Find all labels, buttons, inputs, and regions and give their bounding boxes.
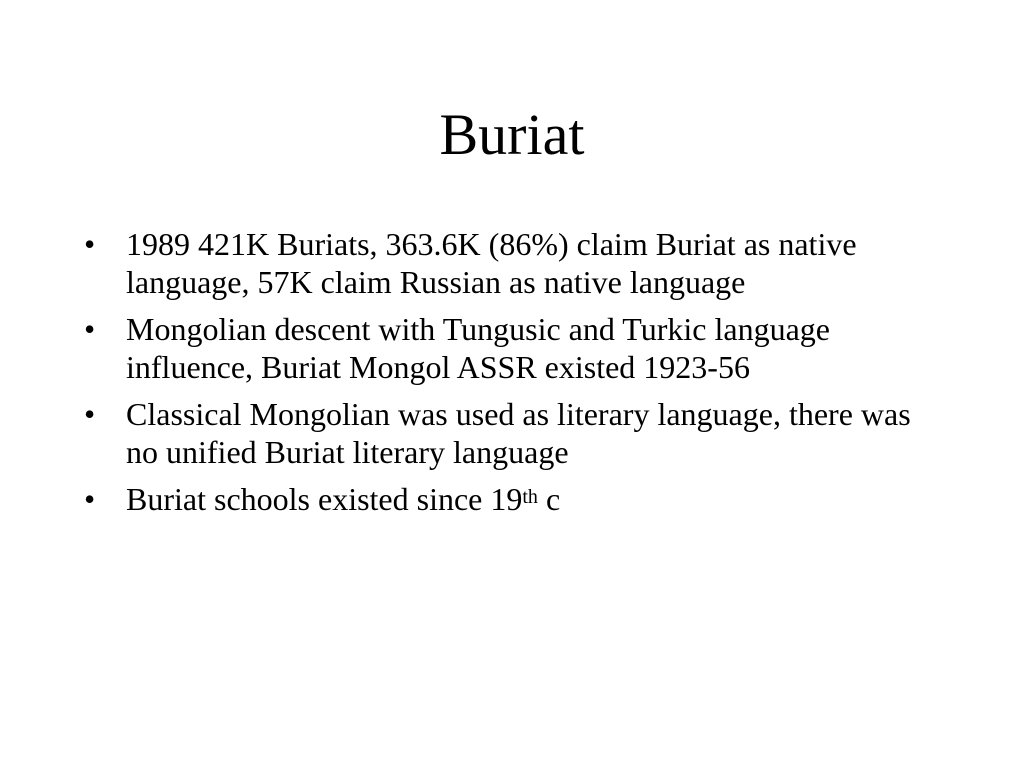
bullet-item bbox=[84, 395, 944, 471]
bullet-text: Mongolian descent with Tungusic and Turkic language influence, Buriat Mongol ASSR existed 1923-56 bbox=[126, 311, 830, 385]
bullet-dot-icon: • bbox=[84, 396, 96, 432]
bullet-text-tail: c bbox=[537, 481, 561, 517]
bullet-text: 1989 421K Buriats, 363.6K (86%) claim Buriat as native language, 57K claim Russian as native language bbox=[126, 226, 857, 300]
bullet-text-main: Buriat schools existed since 19 bbox=[126, 481, 523, 517]
slide-title: Buriat bbox=[439, 102, 585, 167]
bullet-text: Classical Mongolian was used as literary language, there was no unified Buriat literary language bbox=[126, 396, 911, 470]
bullet-dot-icon: • bbox=[84, 226, 96, 262]
bullet-dot-icon: • bbox=[84, 311, 96, 347]
bullet-text bbox=[126, 481, 560, 517]
bullet-item bbox=[84, 225, 944, 301]
bullet-list bbox=[84, 225, 944, 527]
superscript-ordinal: th bbox=[522, 486, 538, 508]
bullet-dot-icon: • bbox=[84, 481, 96, 517]
bullet-item bbox=[84, 310, 944, 386]
bullet-item bbox=[84, 480, 944, 518]
